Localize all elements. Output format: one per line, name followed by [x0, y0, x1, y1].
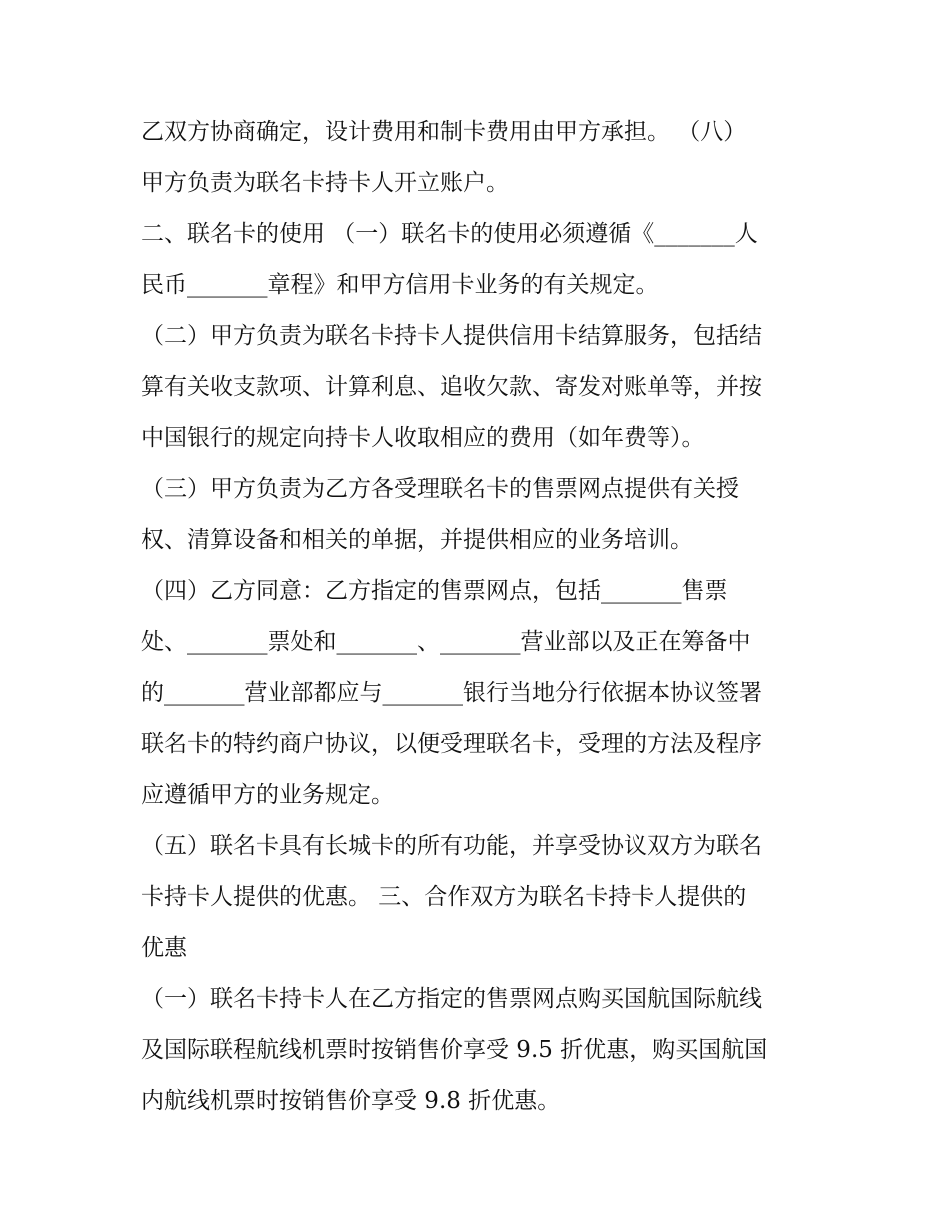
text-line: 及国际联程航线机票时按销售价享受 9.5 折优惠，购买国航国: [141, 1037, 768, 1063]
text-line: 优惠: [141, 935, 187, 961]
text-line: 的_______营业部都应与_______银行当地分行依据本协议签署: [141, 680, 762, 706]
text-line: （二）甲方负责为联名卡持卡人提供信用卡结算服务，包括结: [141, 323, 762, 349]
text-line: 中国银行的规定向持卡人收取相应的费用（如年费等）。: [141, 425, 705, 451]
text-line: （一）联名卡持卡人在乙方指定的售票网点购买国航国际航线: [141, 986, 762, 1012]
text-line: 民币_______章程》和甲方信用卡业务的有关规定。: [141, 272, 659, 298]
text-line: 应遵循甲方的业务规定。: [141, 782, 394, 808]
text-line: 算有关收支款项、计算利息、追收欠款、寄发对账单等，并按: [141, 374, 762, 400]
text-line: 甲方负责为联名卡持卡人开立账户。: [141, 170, 509, 196]
text-line: （四）乙方同意：乙方指定的售票网点，包括_______售票: [141, 578, 728, 604]
text-line: （三）甲方负责为乙方各受理联名卡的售票网点提供有关授: [141, 476, 739, 502]
text-line: 二、联名卡的使用 （一）联名卡的使用必须遵循《_______人: [141, 221, 758, 247]
text-line: 乙双方协商确定，设计费用和制卡费用由甲方承担。 （八）: [141, 119, 747, 145]
text-line: 联名卡的特约商户协议，以便受理联名卡，受理的方法及程序: [141, 731, 762, 757]
text-line: 卡持卡人提供的优惠。 三、合作双方为联名卡持卡人提供的: [141, 884, 747, 910]
agreement-body-text: [141, 107, 821, 1127]
text-line: （五）联名卡具有长城卡的所有功能，并享受协议双方为联名: [141, 833, 762, 859]
text-line: 内航线机票时按销售价享受 9.8 折优惠。: [141, 1088, 561, 1114]
text-line: 处、_______票处和_______、_______营业部以及正在筹备中: [141, 629, 751, 655]
text-line: 权、清算设备和相关的单据，并提供相应的业务培训。: [141, 527, 693, 553]
